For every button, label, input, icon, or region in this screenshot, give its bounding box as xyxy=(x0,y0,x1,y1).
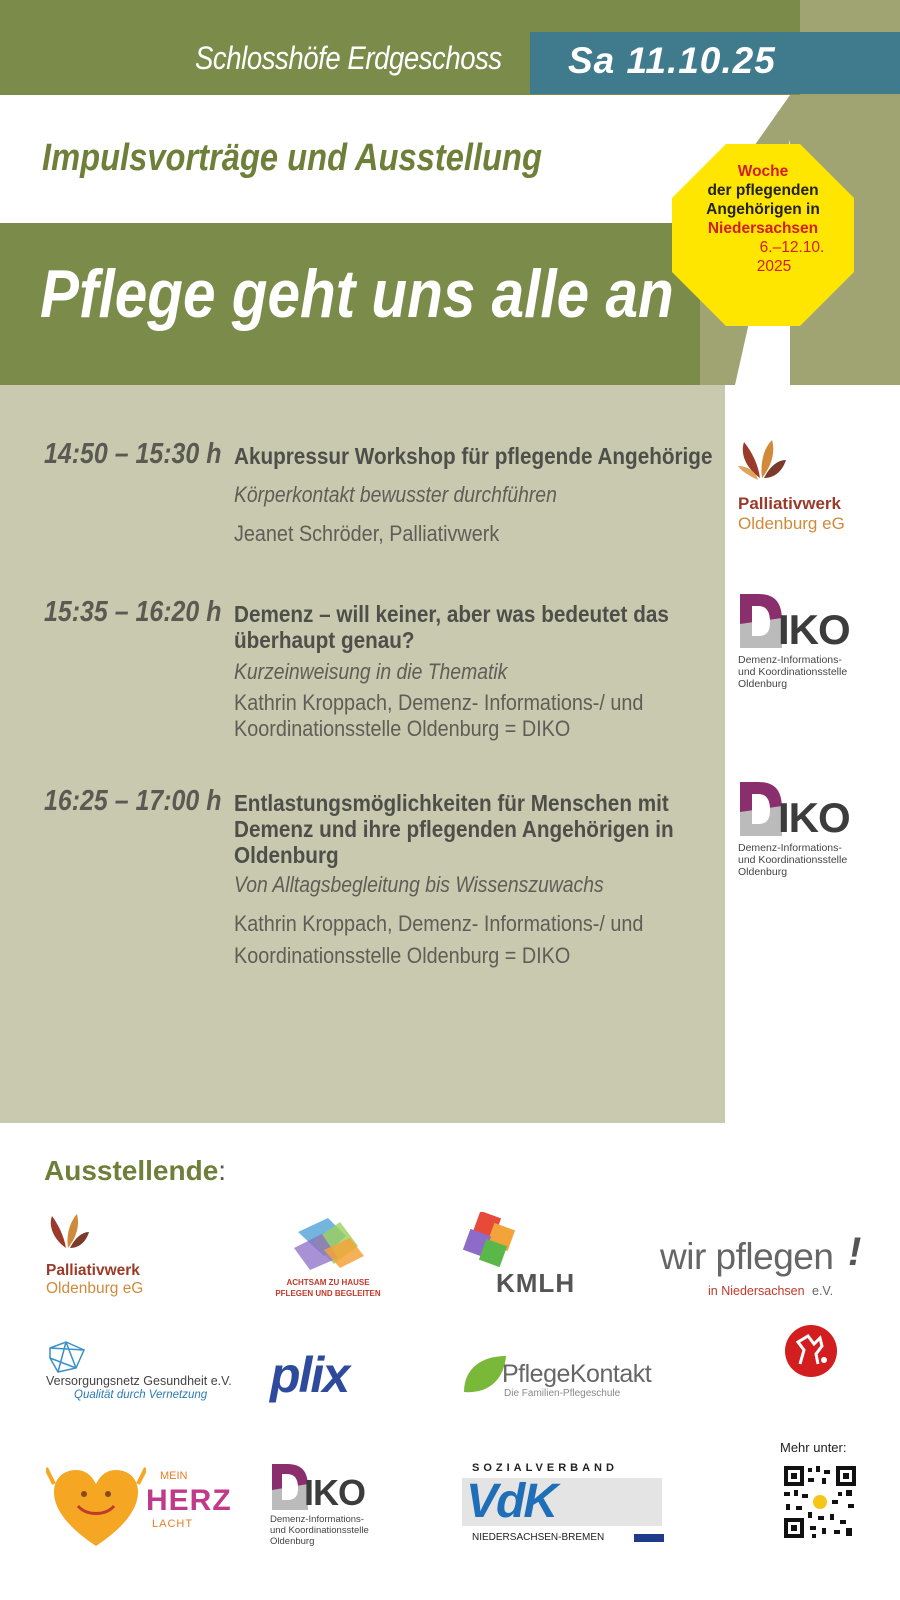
qr-code-icon[interactable] xyxy=(782,1464,858,1540)
palliativwerk-name: Palliativwerk xyxy=(738,494,842,513)
program-title: Akupressur Workshop für pflegende Angehörige xyxy=(234,443,713,469)
diko-d-mark xyxy=(738,780,782,838)
diko-line: Demenz-Informations- xyxy=(270,1514,364,1525)
exhibitor-versorgungsnetz xyxy=(46,1338,266,1408)
exhibitor-line: ACHTSAM ZU HAUSE xyxy=(286,1278,370,1287)
leaf-icon xyxy=(46,1212,90,1252)
exhibitor-diko xyxy=(270,1462,400,1552)
event-location: Schlosshöfe Erdgeschoss xyxy=(195,40,502,76)
diko-wordmark: IKO xyxy=(778,794,850,841)
exhibitor-achtsam xyxy=(268,1212,388,1302)
badge-year: 2025 xyxy=(756,258,792,275)
program-subtitle: Von Alltagsbegleitung bis Wissenszuwachs xyxy=(234,872,604,897)
palliativwerk-city: Oldenburg eG xyxy=(738,514,845,533)
badge-line: Angehörigen in xyxy=(706,201,820,218)
exhibitor-palliativwerk xyxy=(46,1212,186,1307)
diko-line: und Koordinationsstelle xyxy=(738,854,848,866)
diko-line: Oldenburg xyxy=(270,1536,315,1547)
program-subtitle: Körperkontakt bewusster durchführen xyxy=(234,482,557,507)
badge-line: der pflegenden xyxy=(707,182,819,199)
diko-d-mark xyxy=(270,1462,308,1512)
program-title-line: Demenz und ihre pflegenden Angehörigen in xyxy=(234,816,674,842)
exhibitor-name: PflegeKontakt xyxy=(502,1360,652,1388)
exhibitor-top: SOZIALVERBAND xyxy=(472,1462,618,1474)
exclamation-mark: ! xyxy=(848,1230,862,1274)
exhibitor-name: Palliativwerk xyxy=(46,1262,140,1279)
niedersachsen-horse-icon xyxy=(784,1324,838,1378)
exhibitor-wir-pflegen xyxy=(660,1230,890,1306)
network-icon xyxy=(46,1338,90,1378)
program-title-line: Entlastungsmöglichkeiten für Menschen mit xyxy=(234,790,669,816)
exhibitor-name: plix xyxy=(270,1347,349,1403)
diko-line: Demenz-Informations- xyxy=(738,654,842,666)
exhibitor-sub: in Niedersachsen xyxy=(708,1284,805,1298)
exhibitor-name: KMLH xyxy=(496,1268,576,1298)
exhibitor-city: Oldenburg eG xyxy=(46,1280,144,1297)
exhibitors-heading-colon: : xyxy=(218,1155,227,1186)
exhibitor-name: wir pflegen xyxy=(660,1236,834,1277)
event-subtitle: Impulsvorträge und Ausstellung xyxy=(42,137,542,179)
exhibitor-name: VdK xyxy=(466,1475,556,1528)
program-title xyxy=(234,790,702,868)
program-title-line: Oldenburg xyxy=(234,842,339,868)
program-speaker xyxy=(234,908,643,972)
badge-line: Woche xyxy=(737,163,789,180)
exhibitor-line: MEIN xyxy=(160,1470,188,1482)
diko-logo xyxy=(738,592,888,692)
exhibitors-heading-text: Ausstellende xyxy=(44,1155,219,1186)
campaign-badge xyxy=(668,140,858,330)
exhibitor-pflegekontakt xyxy=(462,1352,672,1412)
program-speaker xyxy=(234,690,643,742)
diko-line: Demenz-Informations- xyxy=(738,842,842,854)
diko-line: und Koordinationsstelle xyxy=(270,1525,369,1536)
program-speaker-line: Kathrin Kroppach, Demenz- Informations-/ und xyxy=(234,911,644,936)
leaf-icon xyxy=(738,438,788,482)
program-speaker: Jeanet Schröder, Palliativwerk xyxy=(234,521,500,546)
badge-line: Niedersachsen xyxy=(707,220,819,237)
exhibitors-heading xyxy=(44,1155,226,1187)
program-speaker-line: Koordinationsstelle Oldenburg = DIKO xyxy=(234,943,571,968)
hands-icon xyxy=(268,1212,388,1272)
diko-line: Oldenburg xyxy=(738,678,788,690)
exhibitor-line: LACHT xyxy=(152,1518,194,1530)
exhibitor-line: PFLEGEN UND BEGLEITEN xyxy=(275,1289,381,1298)
palliativwerk-logo xyxy=(738,438,878,538)
diko-line: Oldenburg xyxy=(738,866,788,878)
exhibitor-vdk xyxy=(462,1462,672,1554)
exhibitor-plix xyxy=(270,1348,390,1404)
badge-dates: 6.–12.10. xyxy=(759,239,825,256)
program-title xyxy=(234,601,702,653)
program-title-line: Demenz – will keiner, aber was bedeutet das xyxy=(234,601,669,627)
diko-d-mark xyxy=(738,592,782,650)
exhibitor-name: Versorgungsnetz Gesundheit e.V. xyxy=(46,1374,232,1388)
vdk-mark xyxy=(634,1534,664,1542)
program-time: 15:35 – 16:20 h xyxy=(44,596,222,628)
exhibitor-tagline: Die Familien-Pflegeschule xyxy=(504,1388,621,1399)
diko-line: und Koordinationsstelle xyxy=(738,666,848,678)
exhibitor-tagline: Qualität durch Vernetzung xyxy=(74,1389,208,1401)
program-title-line: überhaupt genau? xyxy=(234,627,415,653)
heart-icon xyxy=(46,1462,146,1552)
program-speaker-line: Koordinationsstelle Oldenburg = DIKO xyxy=(234,716,571,741)
diko-logo xyxy=(738,780,888,880)
program-speaker-line: Kathrin Kroppach, Demenz- Informations-/ und xyxy=(234,690,644,715)
kmlh-mark-icon xyxy=(462,1212,522,1268)
diko-wordmark: IKO xyxy=(304,1472,366,1513)
exhibitor-bottom: NIEDERSACHSEN-BREMEN xyxy=(472,1532,605,1543)
event-date: Sa 11.10.25 xyxy=(568,40,776,81)
diko-wordmark: IKO xyxy=(778,606,850,653)
program-time: 14:50 – 15:30 h xyxy=(44,438,222,470)
event-headline: Pflege geht uns alle an xyxy=(40,256,674,332)
exhibitor-sub-suffix: e.V. xyxy=(812,1284,834,1298)
exhibitor-name: HERZ xyxy=(146,1484,232,1517)
exhibitor-mein-herz-lacht xyxy=(46,1462,232,1552)
exhibitor-kmlh xyxy=(462,1212,592,1304)
more-info-label: Mehr unter: xyxy=(780,1440,847,1455)
program-subtitle: Kurzeinweisung in die Thematik xyxy=(234,659,508,684)
program-time: 16:25 – 17:00 h xyxy=(44,785,222,817)
